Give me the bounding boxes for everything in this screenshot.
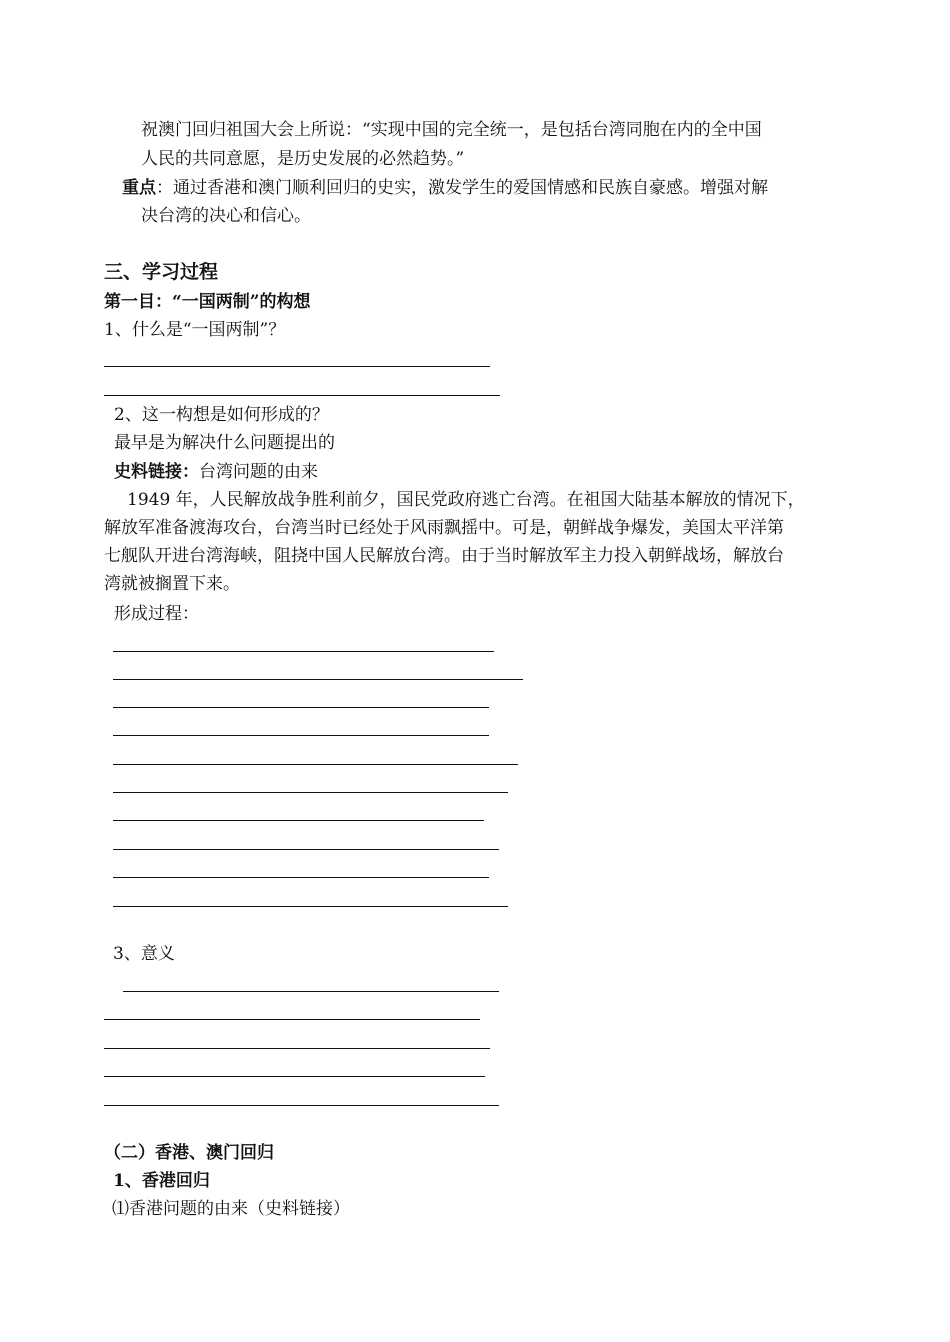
- answer-line: [113, 679, 523, 680]
- answer-line: [113, 849, 499, 850]
- key-point-text: ：通过香港和澳门顺利回归的史实，激发学生的爱国情感和民族自豪感。增强对解: [156, 178, 768, 198]
- section-heading: 三、学习过程: [104, 261, 219, 283]
- source-link: [114, 464, 318, 481]
- passage-line: 解放军准备渡海攻台，台湾当时已经处于风雨飘摇中。可是，朝鲜战争爆发，美国太平洋第: [104, 518, 784, 538]
- passage-line: 七舰队开进台湾海峡，阻挠中国人民解放台湾。由于当时解放军主力投入朝鲜战场，解放台: [104, 546, 784, 566]
- answer-line: [104, 366, 490, 367]
- answer-line: [104, 1019, 480, 1020]
- answer-line: [113, 651, 494, 652]
- answer-line: [104, 1105, 499, 1106]
- quote-line-2: 人民的共同意愿，是历史发展的必然趋势。”: [141, 149, 465, 169]
- answer-line: [123, 991, 499, 992]
- answer-line: [113, 877, 489, 878]
- answer-line: [104, 1048, 490, 1049]
- key-point-label: 重点: [122, 178, 156, 198]
- answer-line: [113, 707, 489, 708]
- answer-line: [113, 764, 518, 765]
- answer-line: [113, 906, 508, 907]
- question-1: 1、什么是“一国两制”？: [104, 320, 286, 340]
- question-3: 3、意义: [113, 944, 175, 964]
- question-2-sub: 最早是为解决什么问题提出的: [114, 433, 335, 453]
- passage-line: 湾就被搁置下来。: [104, 574, 240, 594]
- answer-line: [104, 395, 500, 396]
- part2-subtitle: 1、香港回归: [113, 1171, 210, 1191]
- answer-line: [104, 1076, 485, 1077]
- question-2: 2、这一构想是如何形成的？: [114, 405, 329, 425]
- answer-line: [113, 735, 489, 736]
- part1-title: 第一目：“一国两制”的构想: [104, 292, 311, 312]
- part2-title: （二）香港、澳门回归: [104, 1143, 274, 1163]
- passage-line: 1949 年，人民解放战争胜利前夕，国民党政府逃亡台湾。在祖国大陆基本解放的情况下，: [127, 490, 805, 510]
- quote-line-1: 祝澳门回归祖国大会上所说：“实现中国的完全统一，是包括台湾同胞在内的全中国: [141, 120, 762, 140]
- answer-line: [113, 820, 484, 821]
- part2-item: ⑴香港问题的由来（史料链接）: [112, 1199, 350, 1219]
- process-label: 形成过程：: [114, 604, 199, 624]
- key-point-line-2: 决台湾的决心和信心。: [141, 206, 311, 226]
- source-link-label: 史料链接：: [114, 462, 199, 482]
- key-point-line-1: [122, 180, 768, 197]
- answer-line: [113, 792, 508, 793]
- source-link-text: 台湾问题的由来: [199, 462, 318, 482]
